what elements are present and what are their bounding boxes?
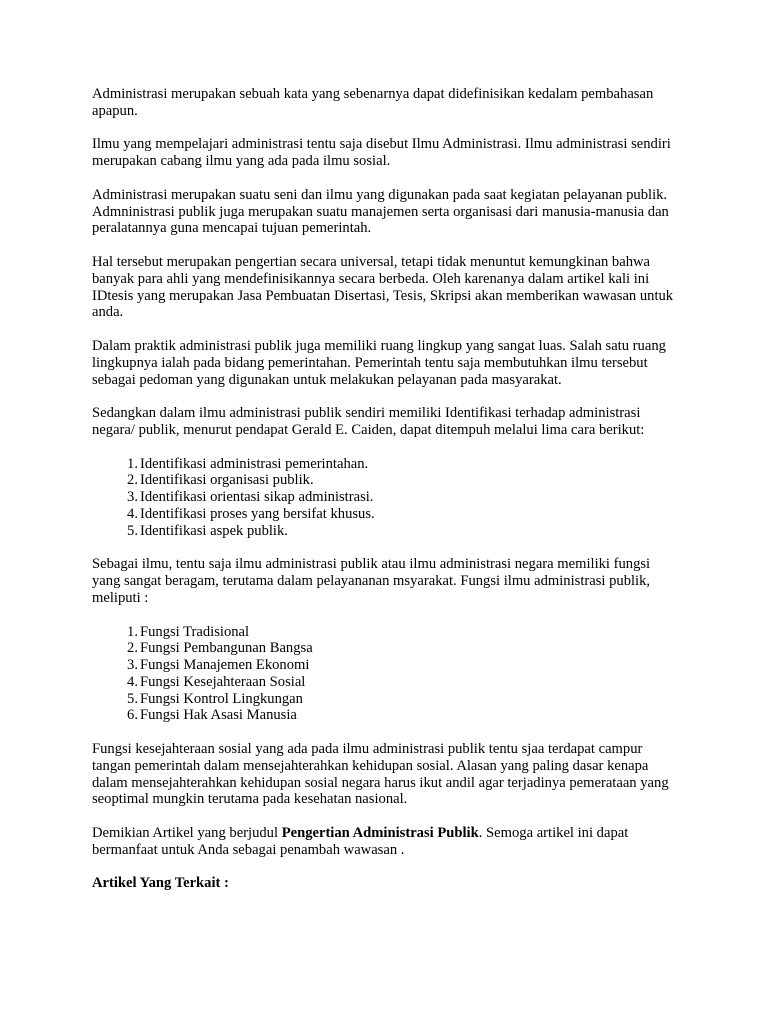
list-item-number: 5.: [127, 522, 138, 539]
identifikasi-list: [92, 456, 682, 540]
paragraph-definition: Administrasi merupakan sebuah kata yang sebenarnya dapat didefinisikan kedalam pembahasan apapun.: [92, 86, 654, 119]
list-item-text: Identifikasi proses yang bersifat khusus.: [140, 505, 375, 522]
paragraph-fungsi-intro: Sebagai ilmu, tentu saja ilmu administrasi publik atau ilmu administrasi negara memiliki fungsi yang sangat beragam, terutama dalam pelayananan msyarakat. Fungsi ilmu administrasi publik, meliputi :: [92, 556, 651, 606]
list-item-text: Identifikasi administrasi pemerintahan.: [140, 455, 369, 472]
list-item: [92, 674, 682, 691]
list-item-text: Identifikasi aspek publik.: [140, 522, 288, 539]
fungsi-list: [92, 624, 682, 725]
paragraph-pengertian-universal: Hal tersebut merupakan pengertian secara universal, tetapi tidak menuntut kemungkinan bahwa banyak para ahli yang mendefinisikannya secara berbeda. Oleh karenanya dalam artikel kali ini IDtesis yang merupakan Jasa Pembuatan Disertasi, Tesis, Skripsi akan memberikan wawasan untuk anda.: [92, 253, 674, 321]
paragraph-kesejahteraan-sosial: Fungsi kesejahteraan sosial yang ada pada ilmu administrasi publik tentu sjaa terdapat campur tangan pemerintah dalam mensejahterahkan kehidupan sosial. Alasan yang paling dasar kenapa dalam mensejahterahkan kehidupan sosial negara harus ikut andil agar terjadinya pemerataan yang seoptimal mungkin terutama pada kesehatan nasional.: [92, 741, 669, 808]
list-item: [92, 506, 682, 523]
list-item: [92, 489, 682, 506]
list-item-text: Identifikasi organisasi publik.: [140, 472, 314, 489]
list-item-text: Fungsi Hak Asasi Manusia: [140, 707, 297, 724]
paragraph-seni-dan-ilmu: Administrasi merupakan suatu seni dan ilmu yang digunakan pada saat kegiatan pelayanan publik. Admninistrasi publik juga merupakan suatu manajemen serta organisasi dari manusia-manusia dan peralatannya guna mencapai tujuan pemerintah.: [92, 186, 669, 237]
list-item-text: Fungsi Kesejahteraan Sosial: [140, 673, 306, 690]
list-item: [92, 472, 682, 489]
list-item-number: 3.: [127, 657, 138, 674]
list-item-text: Fungsi Kontrol Lingkungan: [140, 690, 303, 707]
list-item-number: 4.: [127, 673, 138, 690]
paragraph-ilmu-administrasi: Ilmu yang mempelajari administrasi tentu saja disebut Ilmu Administrasi. Ilmu administrasi sendiri merupakan cabang ilmu yang ada pada ilmu sosial.: [92, 136, 671, 170]
list-item: [92, 657, 682, 674]
list-item-number: 2.: [127, 640, 138, 657]
list-item-text: Fungsi Manajemen Ekonomi: [140, 657, 310, 674]
list-item-text: Fungsi Tradisional: [140, 623, 250, 640]
related-articles-heading: [92, 875, 682, 892]
list-item-number: 1.: [127, 623, 138, 640]
list-item: [92, 523, 682, 540]
list-item-number: 4.: [127, 505, 138, 522]
list-item-number: 3.: [127, 489, 138, 506]
penutup-text-after: . Semoga artikel ini dapat bermanfaat untuk Anda sebagai penambah wawasan .: [92, 825, 629, 858]
paragraph-identifikasi-intro: Sedangkan dalam ilmu administrasi publik sendiri memiliki Identifikasi terhadap administrasi negara/ publik, menurut pendapat Gerald E. Caiden, dapat ditempuh melalui lima cara berikut:: [92, 405, 645, 438]
list-item-number: 6.: [127, 707, 138, 724]
list-item: [92, 624, 682, 641]
list-item-number: 5.: [127, 690, 138, 707]
paragraph-ruang-lingkup: Dalam praktik administrasi publik juga memiliki ruang lingkup yang sangat luas. Salah satu ruang lingkupnya ialah pada bidang pemerintahan. Pemerintah tentu saja membutuhkan ilmu tersebut sebagai pedoman yang digunakan untuk melakukan pelayanan pada masyarakat.: [92, 337, 666, 388]
list-item-number: 1.: [127, 455, 138, 472]
list-item-number: 2.: [127, 472, 138, 489]
list-item-text: Fungsi Pembangunan Bangsa: [140, 640, 313, 657]
penutup-text-before: Demikian Artikel yang berjudul: [92, 825, 282, 842]
document-page: [92, 86, 682, 909]
list-item: [92, 456, 682, 473]
list-item: [92, 640, 682, 657]
list-item-text: Identifikasi orientasi sikap administrasi.: [140, 489, 374, 506]
article-title-bold: Pengertian Administrasi Publik: [281, 825, 479, 842]
list-item: [92, 691, 682, 708]
paragraph-penutup: [92, 825, 682, 859]
related-articles-heading-text: Artikel Yang Terkait :: [92, 875, 229, 892]
list-item: [92, 707, 682, 724]
